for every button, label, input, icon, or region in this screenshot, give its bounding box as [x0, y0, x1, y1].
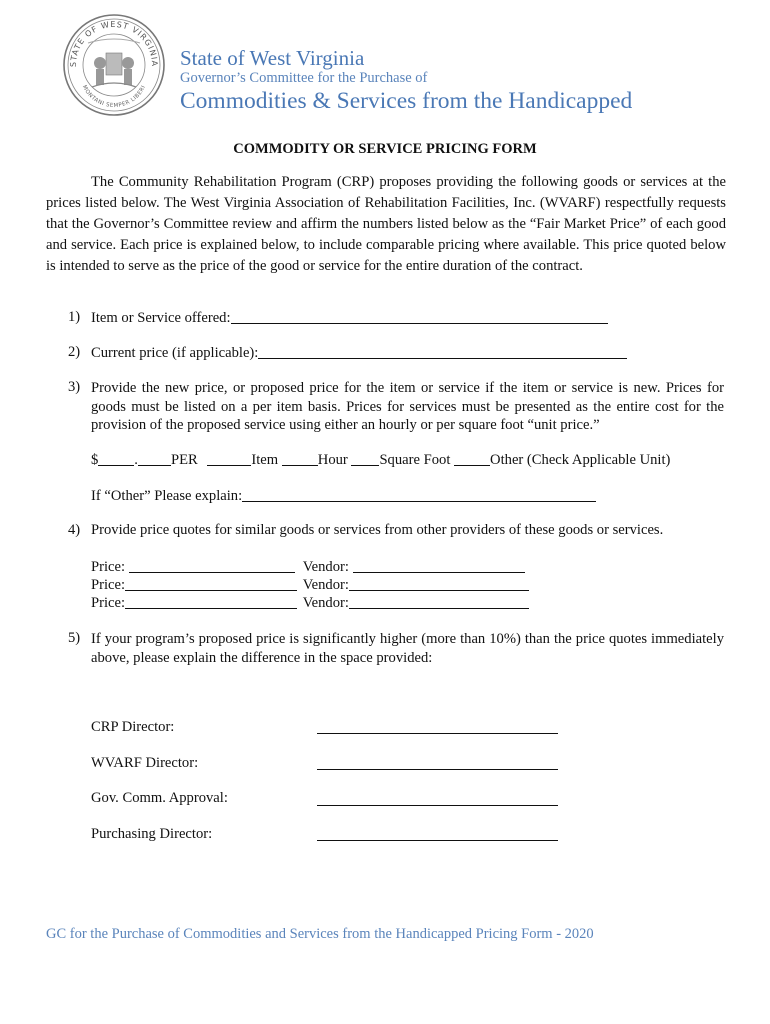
- hour-unit-label: Hour: [317, 452, 348, 468]
- price-quote-row-1: [91, 558, 525, 576]
- item-unit-label: Item: [251, 452, 279, 468]
- cents-input[interactable]: [138, 451, 171, 466]
- gov-comm-approval-label: Gov. Comm. Approval:: [91, 790, 228, 806]
- price-label: Price:: [91, 577, 126, 593]
- price-quote-row-3: [91, 594, 529, 612]
- current-price-field: [91, 344, 627, 362]
- item-service-field: [91, 309, 608, 327]
- svg-text:STATE OF WEST VIRGINIA: STATE OF WEST VIRGINIA: [68, 19, 160, 68]
- gov-comm-approval-signature-line[interactable]: [317, 805, 558, 806]
- crp-director-signature-line[interactable]: [317, 733, 558, 734]
- price-quote-row-2: [91, 576, 529, 594]
- hour-unit-checkbox[interactable]: [282, 451, 318, 466]
- wvarf-director-signature-line[interactable]: [317, 769, 558, 770]
- other-explain-input[interactable]: [242, 487, 596, 502]
- unit-price-row: [91, 451, 670, 469]
- dollars-input[interactable]: [98, 451, 134, 466]
- other-explain-field: [91, 487, 596, 505]
- crp-director-label: CRP Director:: [91, 719, 175, 735]
- page-footer: GC for the Purchase of Commodities and Services from the Handicapped Pricing Form - 2020: [46, 926, 594, 942]
- item-2-number: 2): [68, 344, 81, 360]
- other-unit-checkbox[interactable]: [454, 451, 490, 466]
- vendor-1-input[interactable]: [353, 558, 525, 573]
- intro-text: The Community Rehabilitation Program (CRP) proposes providing the following goods or services at the prices listed below. The West Virginia Association of Rehabilitation Facilities, Inc. (WVARF) respectfully requests that the Governor’s Committee review and affirm the numbers listed below as the “Fair Market Price” of each good and service. Each price is explained below, to include comparable pricing where available. This price quoted below is intended to serve as the price of the good or service for the entire duration of the contract.: [46, 174, 726, 274]
- header-commodities: Commodities & Services from the Handicapped: [180, 88, 633, 114]
- new-price-instructions: Provide the new price, or proposed price for the item or service if the item or service is new. Prices for goods must be listed on a per item basis. Prices for services must be presented as the entire cost for the provision of the proposed service using either an hourly or per square foot “unit price.”: [91, 380, 724, 433]
- intro-paragraph: [46, 172, 726, 277]
- vendor-label: Vendor:: [302, 595, 349, 611]
- header-committee: Governor’s Committee for the Purchase of: [180, 70, 428, 86]
- other-unit-label: Other (Check Applicable Unit): [490, 452, 671, 468]
- price-2-input[interactable]: [125, 576, 297, 591]
- svg-text:MONTANI SEMPER LIBERI: MONTANI SEMPER LIBERI: [80, 84, 148, 110]
- dollar-sign: $: [91, 452, 99, 468]
- purchasing-director-label: Purchasing Director:: [91, 826, 213, 842]
- price-quotes-instructions: Provide price quotes for similar goods or services from other providers of these goods or services.: [91, 522, 664, 538]
- item-service-input[interactable]: [231, 309, 608, 324]
- item-unit-checkbox[interactable]: [207, 451, 251, 466]
- price-label: Price:: [91, 595, 126, 611]
- state-seal-logo: [62, 13, 166, 117]
- price-3-input[interactable]: [125, 594, 297, 609]
- wvarf-director-label: WVARF Director:: [91, 755, 199, 771]
- vendor-label: Vendor:: [302, 577, 349, 593]
- sqft-unit-label: Square Foot: [379, 452, 451, 468]
- price-1-input[interactable]: [129, 558, 295, 573]
- per-label: PER: [170, 452, 198, 468]
- vendor-2-input[interactable]: [349, 576, 529, 591]
- vendor-3-input[interactable]: [349, 594, 529, 609]
- item-3-number: 3): [68, 379, 81, 395]
- vendor-label: Vendor:: [302, 559, 349, 575]
- current-price-input[interactable]: [258, 344, 627, 359]
- price-label: Price:: [91, 559, 126, 575]
- item-5-number: 5): [68, 630, 81, 646]
- form-title: COMMODITY OR SERVICE PRICING FORM: [233, 141, 537, 157]
- decimal-point: .: [134, 452, 138, 468]
- price-difference-instructions: If your program’s proposed price is significantly higher (more than 10%) than the price quotes immediately above, please explain the difference in the space provided:: [91, 631, 724, 666]
- item-4-number: 4): [68, 522, 81, 538]
- current-price-label: Current price (if applicable):: [91, 345, 259, 361]
- sqft-unit-checkbox[interactable]: [351, 451, 379, 466]
- item-service-label: Item or Service offered:: [91, 310, 231, 326]
- header-state-name: State of West Virginia: [180, 46, 365, 70]
- other-explain-label: If “Other” Please explain:: [91, 488, 243, 504]
- item-1-number: 1): [68, 309, 81, 325]
- purchasing-director-signature-line[interactable]: [317, 840, 558, 841]
